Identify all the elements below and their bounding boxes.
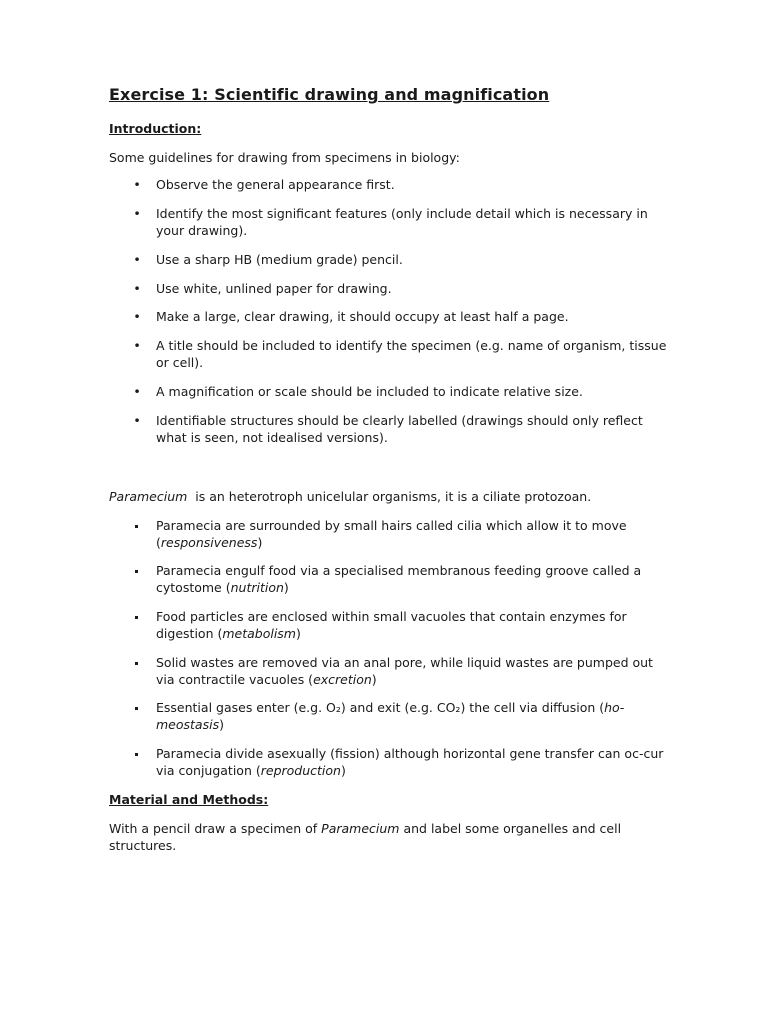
list-item: [109, 608, 669, 642]
bullet-icon: •: [133, 281, 141, 296]
fact-text: Food particles are enclosed within small vacuoles that contain enzymes for digestion (: [156, 609, 627, 641]
fact-text: Paramecia engulf food via a specialised membranous feeding groove called a cytostome (: [156, 563, 642, 595]
page-title: Exercise 1: Scientific drawing and magnification: [109, 85, 550, 104]
guidelines-list: [109, 176, 669, 446]
guideline-text: Observe the general appearance first.: [156, 177, 395, 192]
list-item: [109, 205, 669, 239]
fact-text: Paramecia divide asexually (fission) although horizontal gene transfer can oc-cur via conjugation (: [156, 746, 664, 778]
list-item: [109, 176, 669, 193]
bullet-icon: •: [133, 206, 141, 221]
fact-close: ): [283, 580, 289, 595]
fact-term: nutrition: [230, 580, 284, 595]
organism-name: Paramecium: [109, 489, 188, 504]
list-item: [109, 280, 669, 297]
list-item: [109, 308, 669, 325]
guideline-text: A title should be included to identify the specimen (e.g. name of organism, tissue or cell).: [156, 338, 667, 370]
bullet-icon: [135, 525, 138, 528]
fact-term: responsiveness: [160, 535, 258, 550]
fact-term: metabolism: [222, 626, 296, 641]
bullet-icon: [135, 616, 138, 619]
bullet-icon: [135, 662, 138, 665]
bullet-icon: [135, 570, 138, 573]
bullet-icon: •: [133, 177, 141, 192]
bullet-icon: [135, 753, 138, 756]
fact-term: excretion: [313, 672, 372, 687]
paramecium-facts-list: [109, 517, 669, 779]
introduction-lead: Some guidelines for drawing from specimens in biology:: [109, 150, 460, 165]
fact-text: Solid wastes are removed via an anal pore, while liquid wastes are pumped out via contractile vacuoles (: [156, 655, 653, 687]
fact-term: reproduction: [260, 763, 341, 778]
methods-text-after: and label some organelles and cell structures.: [109, 821, 622, 853]
list-item: [109, 562, 669, 596]
organism-name: Paramecium: [321, 821, 400, 836]
bullet-icon: [135, 707, 138, 710]
methods-text: [109, 820, 669, 854]
list-item: [109, 337, 669, 371]
fact-close: ): [340, 763, 346, 778]
list-item: [109, 699, 669, 733]
fact-close: ): [257, 535, 263, 550]
fact-text: Paramecia are surrounded by small hairs called cilia which allow it to move (: [156, 518, 627, 550]
fact-text: Essential gases enter (e.g. O₂) and exit (e.g. CO₂) the cell via diffusion (: [156, 700, 605, 715]
bullet-icon: •: [133, 338, 141, 353]
list-item: [109, 383, 669, 400]
bullet-icon: •: [133, 309, 141, 324]
paramecium-intro: [109, 488, 669, 505]
bullet-icon: •: [133, 252, 141, 267]
guideline-text: Make a large, clear drawing, it should occupy at least half a page.: [156, 309, 569, 324]
methods-heading: Material and Methods:: [109, 792, 269, 807]
guideline-text: Identifiable structures should be clearly labelled (drawings should only reflect what is seen, not idealised versions).: [156, 413, 643, 445]
list-item: [109, 251, 669, 268]
methods-text-before: With a pencil draw a specimen of: [109, 821, 318, 836]
list-item: [109, 412, 669, 446]
fact-term: ho-meostasis: [156, 700, 625, 732]
list-item: [109, 654, 669, 688]
bullet-icon: •: [133, 413, 141, 428]
paramecium-intro-text: is an heterotroph unicelular organisms, it is a ciliate protozoan.: [195, 489, 592, 504]
fact-close: ): [371, 672, 377, 687]
list-item: [109, 745, 669, 779]
fact-close: ): [296, 626, 301, 641]
bullet-icon: •: [133, 384, 141, 399]
introduction-heading: Introduction:: [109, 121, 202, 136]
guideline-text: Use white, unlined paper for drawing.: [156, 281, 392, 296]
list-item: [109, 517, 669, 551]
fact-close: ): [219, 717, 224, 732]
guideline-text: Identify the most significant features (only include detail which is necessary in your drawing).: [156, 206, 648, 238]
guideline-text: Use a sharp HB (medium grade) pencil.: [156, 252, 403, 267]
guideline-text: A magnification or scale should be included to indicate relative size.: [156, 384, 583, 399]
